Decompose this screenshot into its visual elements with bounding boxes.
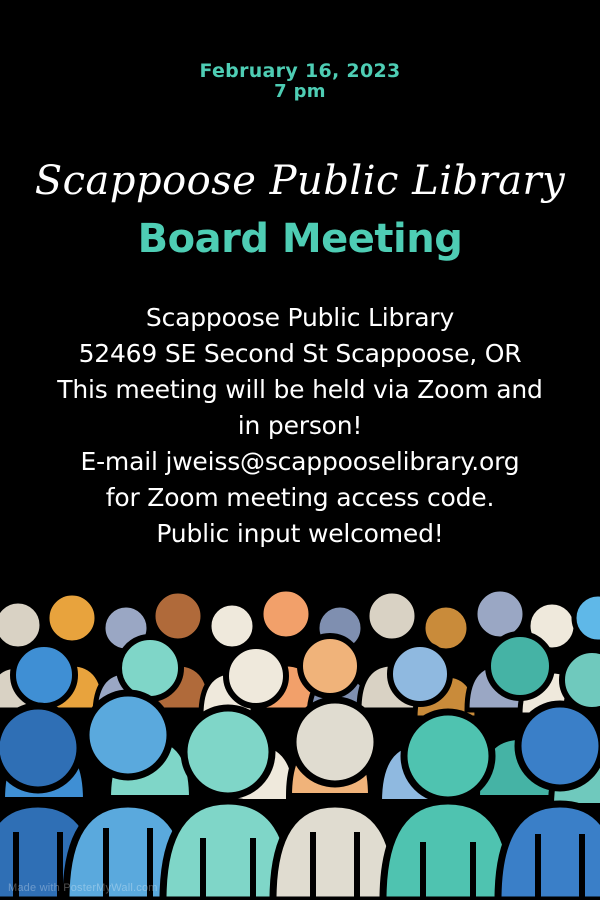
detail-line: Public input welcomed! xyxy=(156,519,444,548)
event-date: February 16, 2023 xyxy=(199,60,401,82)
detail-line: in person! xyxy=(237,411,363,440)
event-time: 7 pm xyxy=(274,80,326,102)
detail-line: for Zoom meeting access code. xyxy=(105,483,495,512)
page-title-bold: Board Meeting xyxy=(137,216,463,262)
watermark: Made with PosterMyWall.com xyxy=(8,882,158,894)
detail-line-email: E-mail jweiss@scappooselibrary.org xyxy=(80,447,520,476)
detail-line: 52469 SE Second St Scappoose, OR xyxy=(78,339,522,368)
event-date-block xyxy=(0,62,600,102)
detail-line: Scappoose Public Library xyxy=(145,303,455,332)
crowd-of-people-silhouettes-icon xyxy=(0,570,600,900)
detail-line: This meeting will be held via Zoom and xyxy=(57,375,543,404)
event-details xyxy=(40,300,560,552)
page-title-script: Scappoose Public Library xyxy=(34,158,566,204)
